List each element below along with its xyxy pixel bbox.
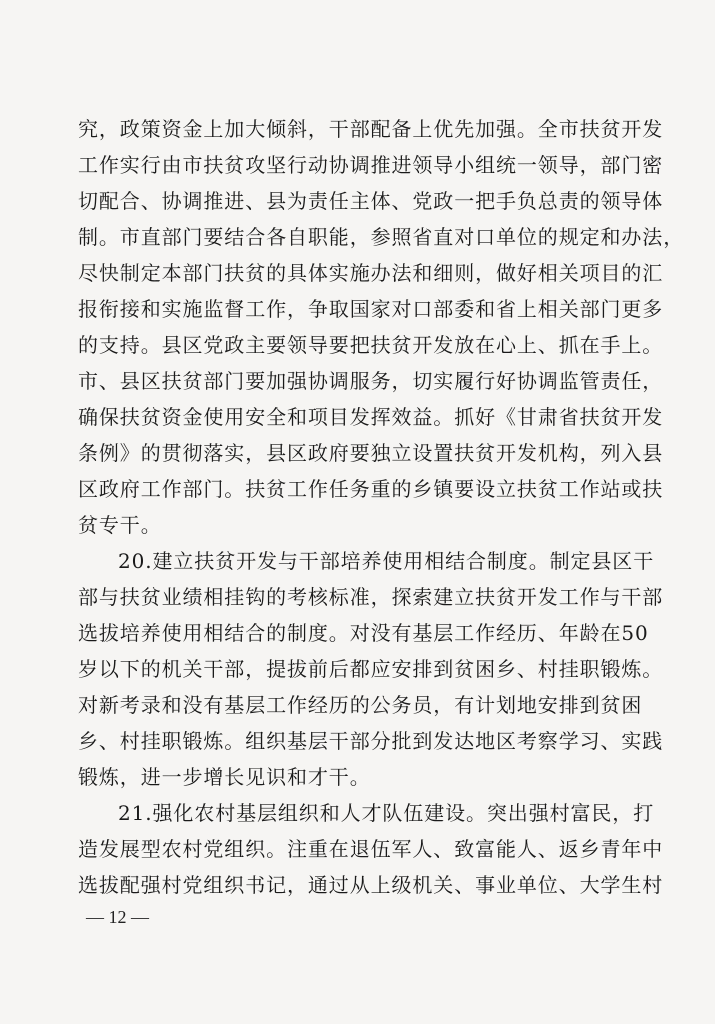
- paragraph-heading-20: 20.建立扶贫开发与干部培养使用相结合制度。制定县区干: [118, 549, 655, 573]
- text-line: 制。市直部门要结合各自职能，参照省直对口单位的规定和办法，: [78, 225, 685, 249]
- text-line: 的支持。县区党政主要领导要把扶贫开发放在心上、抓在手上。: [78, 333, 664, 357]
- page-number: — 12 —: [86, 907, 149, 927]
- paragraph-heading-21: 21.强化农村基层组织和人才队伍建设。突出强村富民，打: [118, 801, 655, 825]
- text-line: 究，政策资金上加大倾斜，干部配备上优先加强。全市扶贫开发: [78, 117, 664, 141]
- text-line: 报衔接和实施监督工作，争取国家对口部委和省上相关部门更多: [78, 297, 664, 321]
- text-line: 工作实行由市扶贫攻坚行动协调推进领导小组统一领导，部门密: [78, 153, 664, 177]
- text-line: 确保扶贫资金使用安全和项目发挥效益。抓好《甘肃省扶贫开发: [78, 405, 664, 429]
- text-line: 选拔培养使用相结合的制度。对没有基层工作经历、年龄在50: [78, 621, 649, 645]
- text-line: 尽快制定本部门扶贫的具体实施办法和细则，做好相关项目的汇: [78, 261, 664, 285]
- text-line: 切配合、协调推进、县为责任主体、党政一把手负总责的领导体: [78, 189, 664, 213]
- text-line: 造发展型农村党组织。注重在退伍军人、致富能人、返乡青年中: [78, 837, 664, 861]
- text-line: 区政府工作部门。扶贫工作任务重的乡镇要设立扶贫工作站或扶: [78, 477, 664, 501]
- text-line: 选拔配强村党组织书记，通过从上级机关、事业单位、大学生村: [78, 873, 664, 897]
- text-line: 乡、村挂职锻炼。组织基层干部分批到发达地区考察学习、实践: [78, 729, 664, 753]
- text-line: 部与扶贫业绩相挂钩的考核标准，探索建立扶贫开发工作与干部: [78, 585, 664, 609]
- text-line: 贫专干。: [78, 513, 162, 537]
- text-line: 市、县区扶贫部门要加强协调服务，切实履行好协调监管责任，: [78, 369, 664, 393]
- text-line: 对新考录和没有基层工作经历的公务员，有计划地安排到贫困: [78, 693, 643, 717]
- text-line: 条例》的贯彻落实，县区政府要独立设置扶贫开发机构，列入县: [78, 441, 664, 465]
- text-line: 锻炼，进一步增长见识和才干。: [78, 765, 371, 789]
- text-line: 岁以下的机关干部，提拔前后都应安排到贫困乡、村挂职锻炼。: [78, 657, 664, 681]
